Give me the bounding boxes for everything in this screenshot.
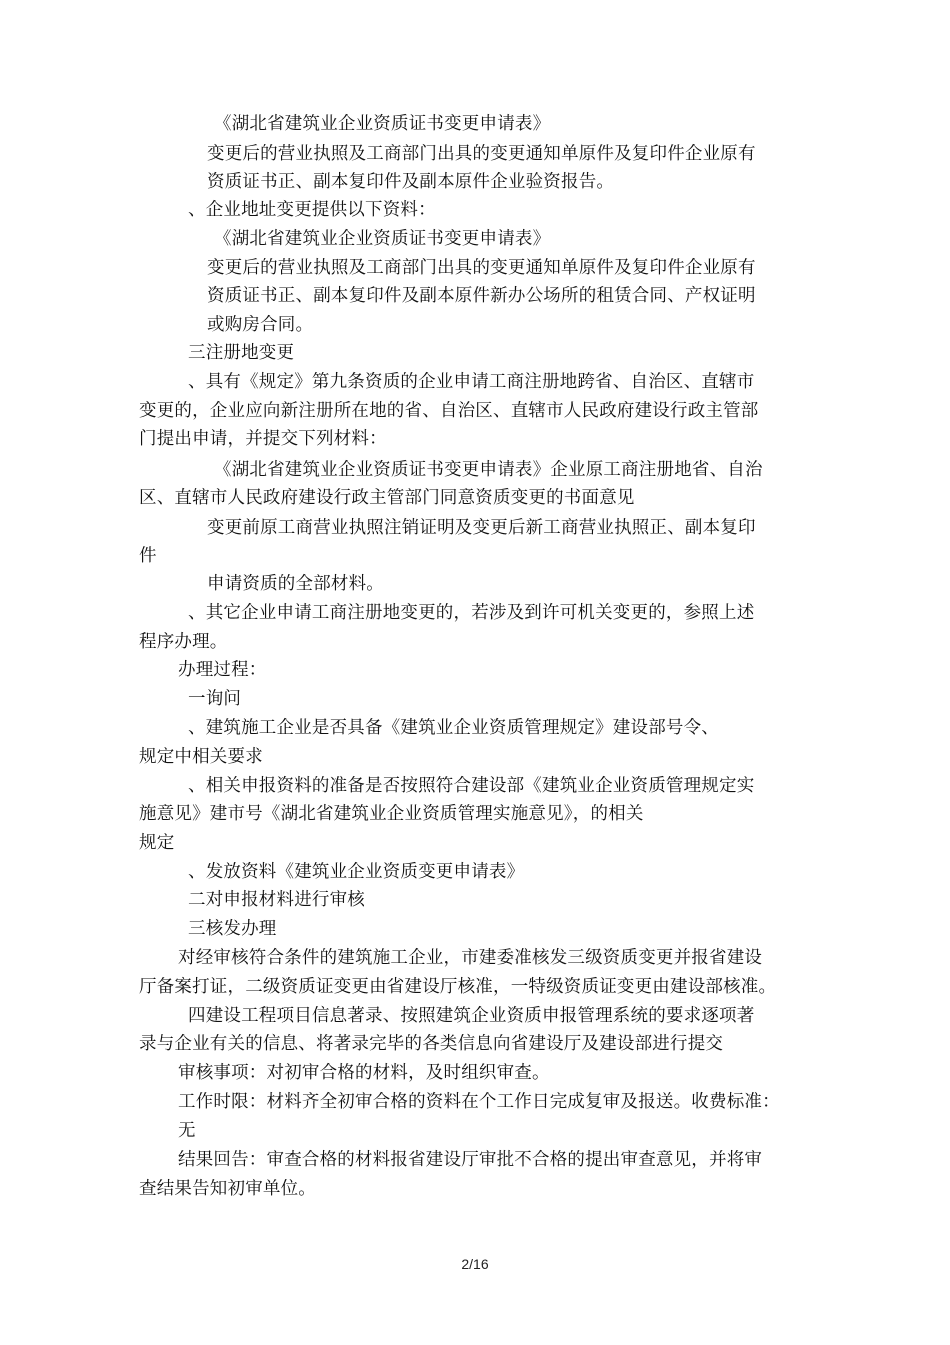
text-line: 、企业地址变更提供以下资料：	[188, 200, 436, 220]
text-line: 办理过程：	[178, 660, 267, 680]
text-line: 件	[139, 546, 157, 566]
text-line: 对经审核符合条件的建筑施工企业，市建委准核发三级资质变更并报省建设	[178, 948, 763, 968]
text-line: 、建筑施工企业是否具备《建筑业企业资质管理规定》建设部号令、	[188, 718, 719, 738]
text-line: 、发放资料《建筑业企业资质变更申请表》	[188, 862, 525, 882]
text-line: 二对申报材料进行审核	[188, 890, 365, 910]
text-line: 厅备案打证，二级资质证变更由省建设厅核准，一特级资质证变更由建设部核准。	[139, 977, 777, 997]
text-line: 审核事项：对初审合格的材料，及时组织审查。	[178, 1063, 550, 1083]
text-line: 三注册地变更	[188, 343, 295, 363]
text-line: 、其它企业申请工商注册地变更的，若涉及到许可机关变更的，参照上述	[188, 603, 755, 623]
text-line: 申请资质的全部材料。	[207, 574, 384, 594]
page-number: 2/16	[461, 1256, 489, 1272]
text-line: 区、直辖市人民政府建设行政主管部门同意资质变更的书面意见	[139, 488, 635, 508]
text-line: 一询问	[188, 689, 242, 709]
text-line: 工作时限：材料齐全初审合格的资料在个工作日完成复审及报送。收费标准：	[178, 1092, 780, 1112]
text-line: 变更后的营业执照及工商部门出具的变更通知单原件及复印件企业原有	[207, 258, 756, 278]
text-line: 三核发办理	[188, 919, 277, 939]
text-line: 变更的，企业应向新注册所在地的省、自治区、直辖市人民政府建设行政主管部	[139, 401, 759, 421]
text-line: 程序办理。	[139, 632, 228, 652]
text-line: 无	[178, 1121, 196, 1141]
text-line: 、具有《规定》第九条资质的企业申请工商注册地跨省、自治区、直辖市	[188, 372, 755, 392]
text-line: 规定	[139, 833, 175, 853]
text-line: 或购房合同。	[207, 315, 314, 335]
text-line: 施意见》建市号《湖北省建筑业企业资质管理实施意见》，的相关	[139, 804, 644, 824]
text-line: 变更前原工商营业执照注销证明及变更后新工商营业执照正、副本复印	[207, 518, 756, 538]
text-line: 《湖北省建筑业企业资质证书变更申请表》企业原工商注册地省、自治	[214, 460, 763, 480]
text-line: 查结果告知初审单位。	[139, 1179, 316, 1199]
text-line: 规定中相关要求	[139, 747, 263, 767]
text-line: 资质证书正、副本复印件及副本原件新办公场所的租赁合同、产权证明	[207, 286, 756, 306]
text-line: 结果回告：审查合格的材料报省建设厅审批不合格的提出审查意见，并将审	[178, 1150, 763, 1170]
text-line: 《湖北省建筑业企业资质证书变更申请表》	[214, 229, 551, 249]
text-line: 、相关申报资料的准备是否按照符合建设部《建筑业企业资质管理规定实	[188, 776, 755, 796]
text-line: 变更后的营业执照及工商部门出具的变更通知单原件及复印件企业原有	[207, 144, 756, 164]
text-line: 录与企业有关的信息、将著录完毕的各类信息向省建设厅及建设部进行提交	[139, 1034, 724, 1054]
text-line: 《湖北省建筑业企业资质证书变更申请表》	[214, 114, 551, 134]
text-line: 四建设工程项目信息著录、按照建筑企业资质申报管理系统的要求逐项著	[188, 1006, 755, 1026]
text-line: 资质证书正、副本复印件及副本原件企业验资报告。	[207, 172, 615, 192]
text-line: 门提出申请，并提交下列材料：	[139, 429, 387, 449]
